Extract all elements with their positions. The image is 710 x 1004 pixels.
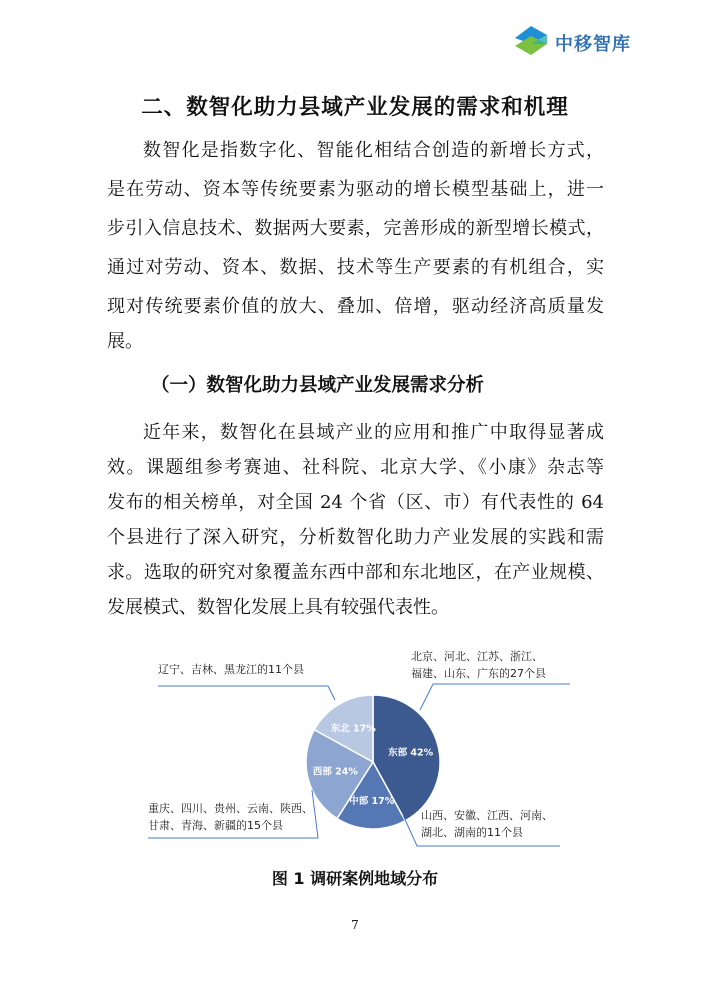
paragraph-line: 数智化是指数字化、智能化相结合创造的新增长方式， [143, 140, 604, 161]
subsection-title: （一）数智化助力县域产业发展需求分析 [151, 375, 485, 396]
paragraph-line: 是在劳动、资本等传统要素为驱动的增长模型基础上，进一 [107, 179, 604, 200]
leader-line [420, 684, 570, 710]
slice-annotation: 北京、河北、江苏、浙江、 [411, 650, 543, 663]
paragraph-line: 个县进行了深入研究，分析数智化助力产业发展的实践和需 [107, 527, 604, 548]
slice-annotation: 湖北、湖南的11个县 [421, 826, 523, 839]
slice-label: 东部 42% [388, 747, 434, 759]
section-title: 二、数智化助力县域产业发展的需求和机理 [141, 95, 569, 120]
slice-annotation: 福建、山东、广东的27个县 [411, 667, 546, 680]
logo-text: 中移智库 [555, 34, 631, 55]
paragraph-line: 近年来，数智化在县域产业的应用和推广中取得显著成 [143, 422, 604, 443]
slice-annotation: 重庆、四川、贵州、云南、陕西、 [148, 802, 313, 815]
paragraph-line: 发展模式、数智化发展上具有较强代表性。 [107, 597, 449, 618]
slice-label: 中部 17% [349, 795, 395, 807]
paragraph-line: 发布的相关榜单，对全国 24 个省（区、市）有代表性的 64 [107, 492, 604, 513]
slice-annotation: 甘肃、青海、新疆的15个县 [148, 819, 283, 832]
slice-annotation: 辽宁、吉林、黑龙江的11个县 [158, 663, 304, 676]
paragraph-line: 通过对劳动、资本、数据、技术等生产要素的有机组合，实 [107, 257, 604, 278]
paragraph-line: 展。 [107, 331, 143, 352]
page-number: 7 [351, 918, 359, 932]
paragraph-line: 求。选取的研究对象覆盖东西中部和东北地区，在产业规模、 [107, 562, 604, 583]
paragraph-line: 效。课题组参考赛迪、社科院、北京大学、《小康》杂志等 [107, 457, 604, 478]
slice-annotation: 山西、安徽、江西、河南、 [421, 809, 553, 822]
leader-line [158, 686, 335, 700]
slice-label: 西部 24% [312, 766, 358, 778]
paragraph-line: 现对传统要素价值的放大、叠加、倍增，驱动经济高质量发 [107, 296, 604, 317]
slice-label: 东北 17% [330, 723, 376, 735]
paragraph-line: 步引入信息技术、数据两大要素，完善形成的新型增长模式， [107, 218, 604, 239]
figure-caption: 图 1 调研案例地域分布 [271, 869, 439, 888]
